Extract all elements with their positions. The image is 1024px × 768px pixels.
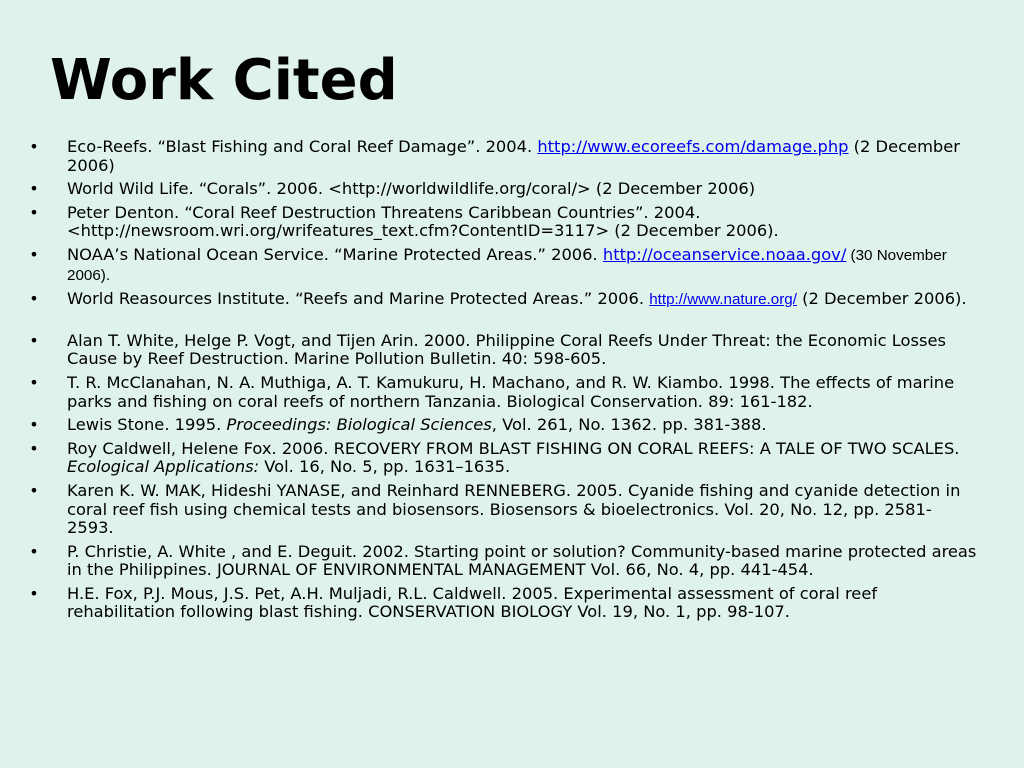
reference-text: T. R. McClanahan, N. A. Muthiga, A. T. Kamukuru, H. Machano, and R. W. Kiambo. 1998. The effects of marine parks and fishing on coral reefs of northern Tanzania. Biological Conservation. 89: 161-182. [67, 372, 955, 411]
bullet-icon: • [29, 480, 39, 500]
reference-text: World Wild Life. “Corals”. 2006. <http://worldwildlife.org/coral/> (2 December 2006) [67, 179, 756, 199]
bullet-icon: • [29, 289, 39, 309]
reference-item [28, 482, 978, 538]
reference-list [28, 138, 978, 627]
bullet-icon: • [29, 415, 39, 435]
reference-text: Karen K. W. MAK, Hideshi YANASE, and Reinhard RENNEBERG. 2005. Cyanide fishing and cyanide detection in coral reef fish using chemical tests and biosensors. Biosensors & bioelectronics. Vol. 20, No. 12, pp. 2581-2593. [67, 480, 961, 538]
reference-journal: Ecological Applications: [67, 457, 260, 477]
reference-link[interactable]: http://www.ecoreefs.com/damage.php [537, 137, 849, 156]
reference-text: H.E. Fox, P.J. Mous, J.S. Pet, A.H. Muljadi, R.L. Caldwell. 2005. Experimental assessment of coral reef rehabilitation following blast fishing. CONSERVATION BIOLOGY Vol. 19, No. 1, pp. 98-107. [67, 583, 878, 622]
reference-text: Roy Caldwell, Helene Fox. 2006. RECOVERY FROM BLAST FISHING ON CORAL REEFS: A TALE OF TWO SCALES. [67, 438, 960, 458]
bullet-icon: • [29, 583, 39, 603]
reference-item [28, 416, 978, 435]
reference-item [28, 138, 978, 175]
reference-text: Lewis Stone. 1995. [67, 415, 227, 435]
slide-title: Work Cited [50, 48, 398, 113]
reference-item [28, 374, 978, 411]
reference-text: Peter Denton. “Coral Reef Destruction Threatens Caribbean Countries”. 2004. <http://newsroom.wri.org/wrifeatures_text.cfm?ContentID=3117> (2 December 2006). [67, 202, 779, 241]
reference-item [28, 246, 978, 285]
bullet-icon: • [29, 244, 39, 264]
reference-item [28, 332, 978, 369]
reference-text: Alan T. White, Helge P. Vogt, and Tijen Arin. 2000. Philippine Coral Reefs Under Threat: the Economic Losses Cause by Reef Destruction. Marine Pollution Bulletin. 40: 598-605. [67, 330, 946, 369]
reference-journal: Proceedings: Biological Sciences [226, 415, 492, 435]
reference-text: P. Christie, A. White , and E. Deguit. 2002. Starting point or solution? Community-based marine protected areas in the Philippines. JOURNAL OF ENVIRONMENTAL MANAGEMENT Vol. 66, No. 4, pp. 441-454. [67, 541, 977, 580]
reference-item [28, 204, 978, 241]
reference-item [28, 290, 978, 310]
reference-text: , Vol. 261, No. 1362. pp. 381-388. [491, 415, 767, 435]
bullet-icon: • [29, 137, 39, 156]
bullet-icon: • [29, 179, 39, 199]
bullet-icon: • [29, 372, 39, 392]
reference-text: NOAA’s National Ocean Service. “Marine Protected Areas.” 2006. [67, 244, 603, 264]
bullet-icon: • [29, 541, 39, 561]
reference-item [28, 543, 978, 580]
reference-text: Vol. 16, No. 5, pp. 1631–1635. [259, 457, 511, 477]
bullet-icon: • [29, 330, 39, 350]
reference-text: (2 December 2006). [796, 289, 967, 309]
reference-item [28, 585, 978, 622]
reference-link[interactable]: http://www.nature.org/ [649, 291, 797, 309]
reference-text: World Reasources Institute. “Reefs and Marine Protected Areas.” 2006. [67, 289, 650, 309]
reference-item [28, 180, 978, 199]
reference-text: (2 December 2006) [67, 137, 960, 175]
bullet-icon: • [29, 438, 39, 458]
reference-text: (30 November 2006). [67, 246, 947, 284]
reference-text: Eco-Reefs. “Blast Fishing and Coral Reef Damage”. 2004. [67, 137, 538, 156]
bullet-icon: • [29, 202, 39, 222]
reference-item [28, 440, 978, 477]
reference-link[interactable]: http://oceanservice.noaa.gov/ [602, 244, 847, 264]
